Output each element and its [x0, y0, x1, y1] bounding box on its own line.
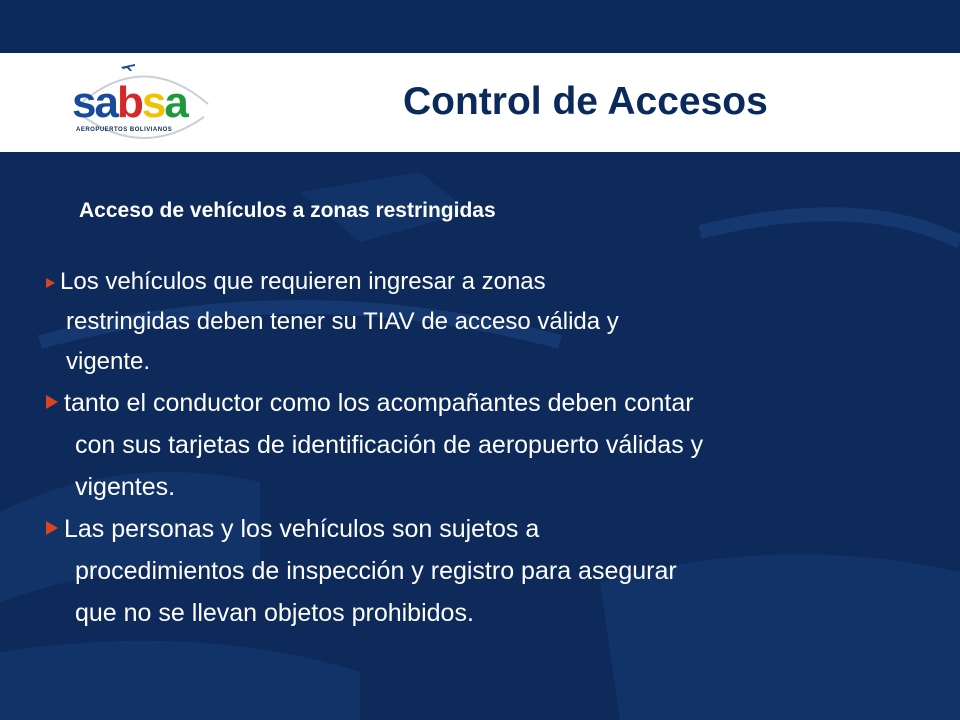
logo-letter-a1: a — [94, 78, 117, 127]
bullet-line: que no se llevan objetos prohibidos. — [75, 599, 474, 627]
page-title: Control de Accesos — [403, 80, 768, 123]
bullet-line: vigente. — [66, 348, 151, 375]
bullet-line: con sus tarjetas de identificación de aeropuerto válidas y — [75, 431, 704, 459]
bullet-line: tanto el conductor como los acompañantes deben contar — [64, 389, 694, 417]
bullet-line: Los vehículos que requieren ingresar a zonas — [60, 268, 546, 295]
arrow-bullet-icon — [46, 521, 58, 535]
bullet-item — [42, 382, 922, 508]
arrow-bullet-icon — [46, 278, 55, 288]
bullet-line: vigentes. — [75, 473, 176, 501]
section-subtitle: Acceso de vehículos a zonas restringidas — [79, 199, 496, 222]
top-bar — [0, 0, 960, 53]
airplane-icon — [120, 61, 136, 73]
logo-letter-s2: s — [141, 78, 165, 127]
logo-wordmark — [72, 78, 187, 127]
logo-letter-b: b — [116, 78, 142, 127]
bullet-item — [42, 262, 922, 382]
header-bar — [0, 53, 960, 152]
bullet-line: Las personas y los vehículos son sujetos a — [64, 515, 540, 543]
logo-tagline: AEROPUERTOS BOLIVIANOS — [76, 127, 173, 133]
logo-letter-a2: a — [164, 78, 187, 127]
bullet-line: restringidas deben tener su TIAV de acceso válida y — [66, 308, 619, 335]
bullet-line: procedimientos de inspección y registro para asegurar — [75, 557, 677, 585]
logo-letter-s1: s — [72, 78, 95, 127]
sabsa-logo — [66, 59, 216, 147]
bullet-item — [42, 508, 922, 634]
bullet-list — [42, 262, 922, 634]
arrow-bullet-icon — [46, 395, 58, 409]
